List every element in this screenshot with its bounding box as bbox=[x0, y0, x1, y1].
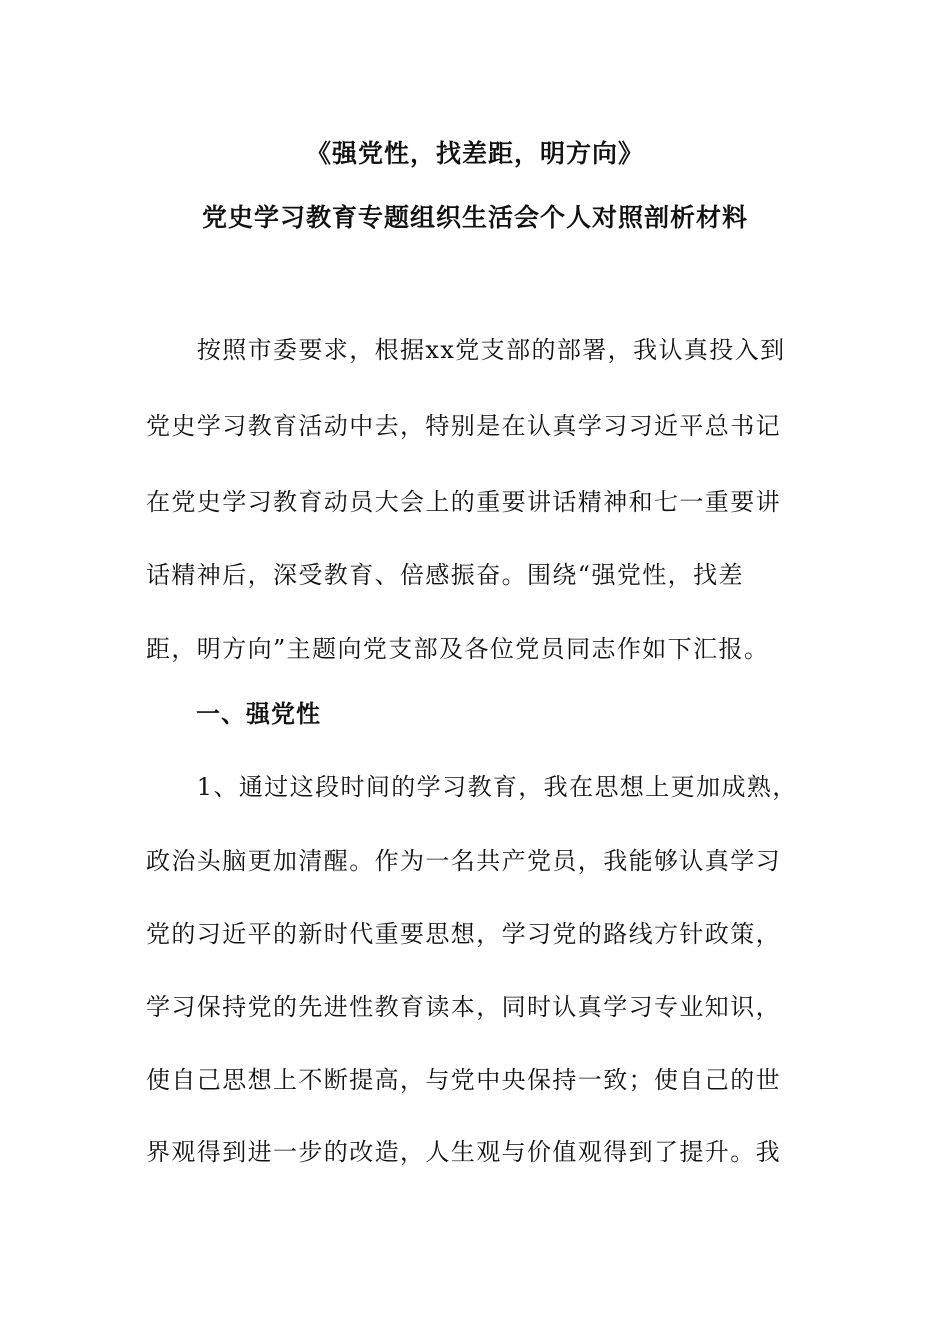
body-line: 界观得到进一步的改造，人生观与价值观得到了提升。我 bbox=[146, 1138, 781, 1166]
body-line: 话精神后，深受教育、倍感振奋。围绕“强党性，找差 bbox=[146, 561, 744, 589]
body-line: 使自己思想上不断提高，与党中央保持一致；使自己的世 bbox=[146, 1066, 781, 1094]
section-heading: 一、强党性 bbox=[196, 700, 321, 728]
body-line: 按照市委要求，根据xx党支部的部署，我认真投入到 bbox=[146, 336, 786, 364]
body-line: 学习保持党的先进性教育读本，同时认真学习专业知识， bbox=[146, 993, 781, 1021]
body-line: 党史学习教育活动中去，特别是在认真学习习近平总书记 bbox=[146, 412, 781, 440]
body-line: 党的习近平的新时代重要思想，学习党的路线方针政策， bbox=[146, 920, 781, 948]
body-line: 在党史学习教育动员大会上的重要讲话精神和七一重要讲 bbox=[146, 488, 781, 516]
body-line: 1、通过这段时间的学习教育，我在思想上更加成熟， bbox=[146, 773, 798, 801]
body-line: 距，明方向”主题向党支部及各位党员同志作如下汇报。 bbox=[146, 635, 770, 663]
document-title: 《强党性，找差距，明方向》 bbox=[305, 139, 644, 168]
body-line: 政治头脑更加清醒。作为一名共产党员，我能够认真学习 bbox=[146, 847, 781, 875]
document-subtitle: 党史学习教育专题组织生活会个人对照剖析材料 bbox=[201, 203, 748, 232]
